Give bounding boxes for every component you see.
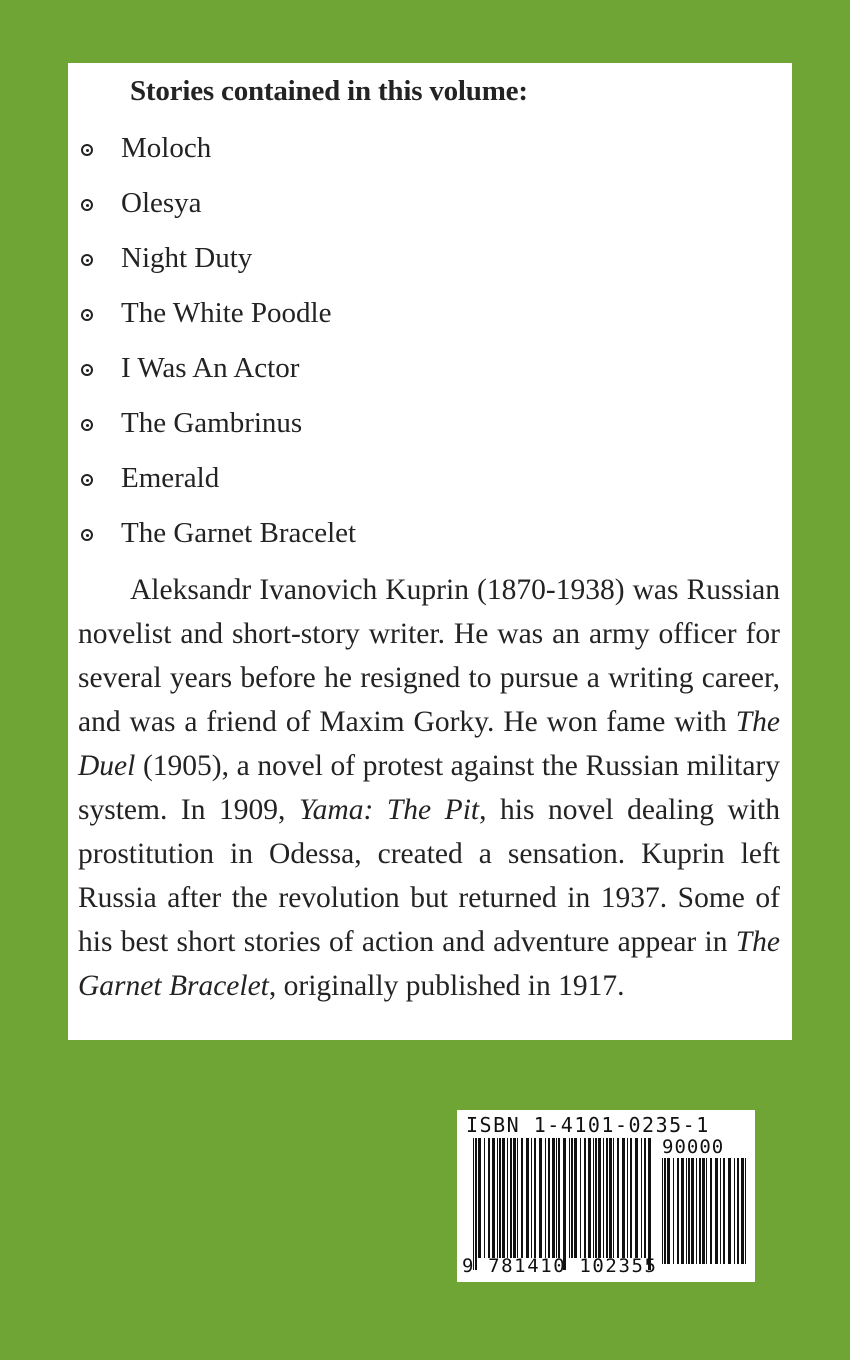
- barcode-bar: [609, 1138, 612, 1258]
- barcode-bar: [677, 1158, 679, 1264]
- list-item: [78, 405, 478, 445]
- barcode-bar: [571, 1138, 573, 1258]
- barcode-bar: [741, 1158, 744, 1264]
- barcode-bar: [484, 1138, 485, 1258]
- bullet-icon: [81, 309, 93, 321]
- barcode-bar: [513, 1138, 516, 1258]
- barcode-bar: [531, 1138, 532, 1258]
- barcode-bar: [510, 1138, 512, 1258]
- story-title: The Garnet Bracelet: [121, 517, 357, 549]
- barcode-bar: [630, 1138, 632, 1258]
- barcode-bar: [606, 1138, 608, 1258]
- barcode-bar: [534, 1138, 536, 1258]
- barcode-bar: [603, 1138, 604, 1258]
- barcode-bar: [737, 1158, 739, 1264]
- bullet-icon: [81, 199, 93, 211]
- book-title-the-duel: The Duel: [78, 706, 780, 782]
- barcode-bar: [635, 1138, 638, 1258]
- bio-text: , originally published in 1917.: [268, 970, 625, 1002]
- bullet-icon: [81, 419, 93, 431]
- barcode-bar: [702, 1158, 705, 1264]
- barcode-bar: [552, 1138, 555, 1258]
- barcode-bar: [545, 1138, 546, 1258]
- barcode-bar: [580, 1138, 581, 1258]
- barcode-bar: [644, 1138, 646, 1258]
- story-title: I Was An Actor: [121, 352, 300, 384]
- barcode-bar: [734, 1158, 735, 1264]
- barcode-bar: [588, 1138, 591, 1258]
- bio-text: , his novel dealing with prostitution in Odessa, created a sensation. Kuprin left Russia after the revolution but returned in 1937. Some of his best short stories of action and adventure appear in: [78, 794, 780, 958]
- price-code: 90000: [662, 1136, 725, 1158]
- barcode-bar: [706, 1158, 707, 1264]
- barcode-bar: [558, 1138, 560, 1258]
- barcode-bar: [641, 1138, 642, 1258]
- barcode-bar: [720, 1158, 721, 1264]
- barcode-bar: [475, 1138, 477, 1270]
- barcode-bar: [613, 1138, 614, 1258]
- barcode-bar: [627, 1138, 628, 1258]
- barcode-bar: [710, 1158, 712, 1264]
- book-title-yama: Yama: The Pit: [298, 794, 480, 826]
- story-title: Emerald: [121, 462, 220, 494]
- barcode-bar: [593, 1138, 594, 1258]
- story-title: The White Poodle: [121, 297, 332, 329]
- isbn-label: ISBN 1-4101-0235-1: [466, 1113, 710, 1137]
- story-title: The Gambrinus: [121, 407, 303, 439]
- story-title: Olesya: [121, 187, 202, 219]
- barcode-bar: [662, 1158, 663, 1264]
- list-item: [78, 295, 478, 335]
- barcode-bar: [502, 1138, 505, 1258]
- barcode-bar: [499, 1138, 501, 1258]
- list-item: [78, 350, 478, 390]
- barcode-bar: [667, 1158, 670, 1264]
- barcode-bar: [664, 1158, 666, 1264]
- barcode-bar: [595, 1138, 597, 1258]
- ean-barcode-bars: [473, 1138, 651, 1270]
- bullet-icon: [81, 364, 93, 376]
- barcode-bar: [688, 1158, 690, 1264]
- barcode-bar: [699, 1158, 701, 1264]
- barcode-bar: [673, 1158, 674, 1264]
- ean-digits: 9 781410 102355: [462, 1255, 658, 1277]
- bullet-icon: [81, 144, 93, 156]
- barcode-bar: [539, 1138, 542, 1258]
- story-title: Moloch: [121, 132, 212, 164]
- bullet-icon: [81, 529, 93, 541]
- isbn-barcode: [457, 1110, 755, 1282]
- barcode-bar: [563, 1138, 566, 1270]
- book-title-garnet-bracelet: The Garnet Bracelet: [78, 926, 780, 1002]
- stories-heading: Stories contained in this volume:: [130, 75, 528, 107]
- barcode-bar: [745, 1158, 746, 1264]
- barcode-bar: [569, 1138, 570, 1258]
- barcode-bar: [696, 1158, 697, 1264]
- barcode-bar: [492, 1138, 495, 1258]
- barcode-bar: [681, 1158, 684, 1264]
- barcode-bar: [598, 1138, 601, 1258]
- list-item: [78, 130, 478, 170]
- story-title: Night Duty: [121, 242, 253, 274]
- barcode-bar: [715, 1158, 718, 1264]
- barcode-bar: [574, 1138, 577, 1258]
- barcode-bar: [488, 1138, 490, 1258]
- list-item: [78, 240, 478, 280]
- barcode-bar: [686, 1158, 687, 1264]
- barcode-bar: [548, 1138, 550, 1258]
- barcode-bar: [728, 1158, 731, 1264]
- barcode-bar: [723, 1158, 725, 1264]
- barcode-bar: [691, 1158, 694, 1264]
- barcode-bar: [556, 1138, 557, 1258]
- bullet-icon: [81, 254, 93, 266]
- list-item: [78, 185, 478, 225]
- bio-text: (1905), a novel of protest against the Russian military system. In 1909,: [78, 750, 780, 826]
- barcode-bar: [521, 1138, 523, 1258]
- barcode-bar: [648, 1138, 651, 1270]
- bullet-icon: [81, 474, 93, 486]
- barcode-bar: [497, 1138, 498, 1258]
- author-biography: [78, 568, 780, 1008]
- barcode-bar: [507, 1138, 508, 1258]
- list-item: [78, 460, 478, 500]
- barcode-bar: [473, 1138, 474, 1270]
- bio-text: Aleksandr Ivanovich Kuprin (1870-1938) was Russian novelist and short-story writer. He was an army officer for several years before he resigned to pursue a writing career, and was a friend of Maxim Gorky. He won fame with: [78, 574, 780, 738]
- barcode-bar: [584, 1138, 586, 1258]
- barcode-bar: [622, 1138, 625, 1258]
- barcode-bar: [517, 1138, 518, 1258]
- barcode-bar: [617, 1138, 619, 1258]
- list-item: [78, 515, 478, 555]
- barcode-bar: [478, 1138, 481, 1258]
- addon-barcode-bars: [662, 1158, 748, 1276]
- barcode-bar: [526, 1138, 529, 1258]
